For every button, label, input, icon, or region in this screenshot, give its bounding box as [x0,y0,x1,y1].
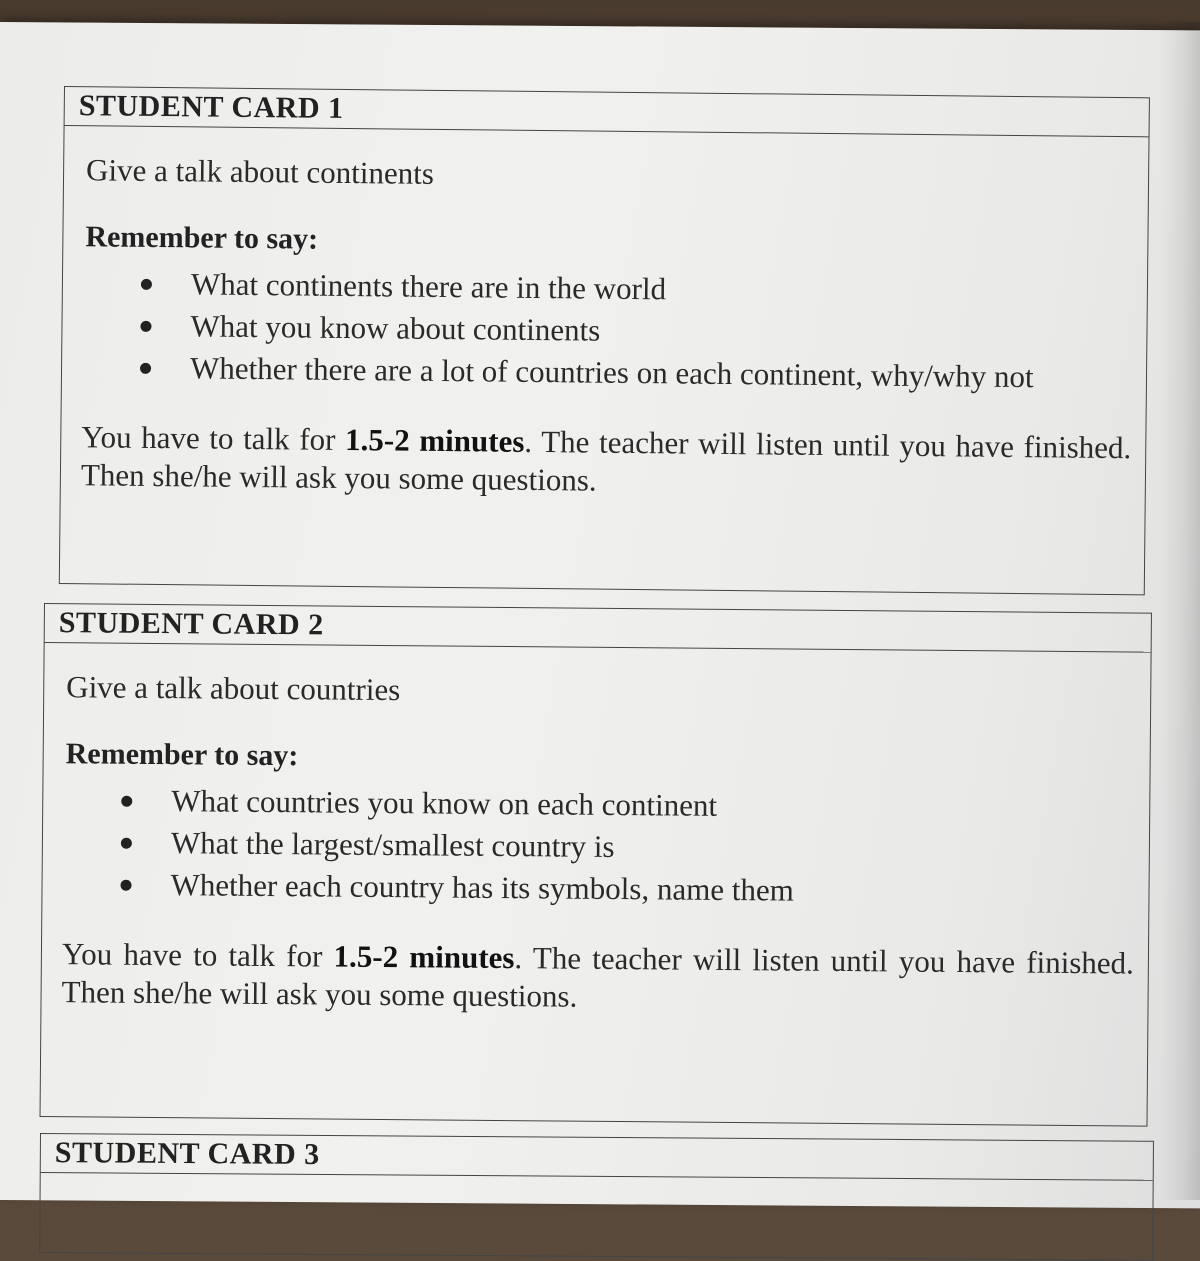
instructions-post: . The teacher will listen until you have finished. Then she/he will ask you some questions. [80,423,1132,498]
bullet-icon [140,321,151,332]
bullet-text: What continents there are in the world [190,266,667,307]
bullet-icon [121,838,132,849]
bullet-text: What you know about continents [190,308,601,348]
instructions-post: . The teacher will listen until you have finished. Then she/he will ask you some questions. [61,940,1135,1014]
card-header: STUDENT CARD 1 [65,87,1149,137]
bullet-text: What countries you know on each continent [171,783,718,823]
instructions-text [61,935,1134,1020]
card-title: Give a talk about countries [66,669,401,708]
remember-heading: Remember to say: [85,220,319,256]
instructions-pre: You have to talk for [81,419,346,457]
instructions-pre: You have to talk for [61,936,334,974]
bullet-text: What the largest/smallest country is [170,825,615,864]
student-card-1 [59,86,1150,595]
list-item [42,863,1148,915]
card-header: STUDENT CARD 2 [45,604,1151,653]
instructions-text [81,418,1132,505]
card-title: Give a talk about continents [85,152,435,191]
bullet-list [42,779,1149,915]
bullet-list [62,262,1147,399]
bullet-icon [121,796,132,807]
time-limit: 1.5-2 minutes [344,421,525,459]
student-card-3 [39,1133,1154,1261]
bullet-icon [140,363,151,374]
bullet-icon [120,880,131,891]
bullet-icon [141,279,152,290]
card-header: STUDENT CARD 3 [41,1134,1153,1181]
bullet-text: Whether there are a lot of countries on each continent, why/why not [189,350,1034,395]
remember-heading: Remember to say: [65,737,299,773]
bullet-text: Whether each country has its symbols, name them [170,867,794,908]
student-card-2 [40,603,1152,1127]
paper-shadow [1160,22,1200,1200]
time-limit: 1.5-2 minutes [333,938,515,976]
